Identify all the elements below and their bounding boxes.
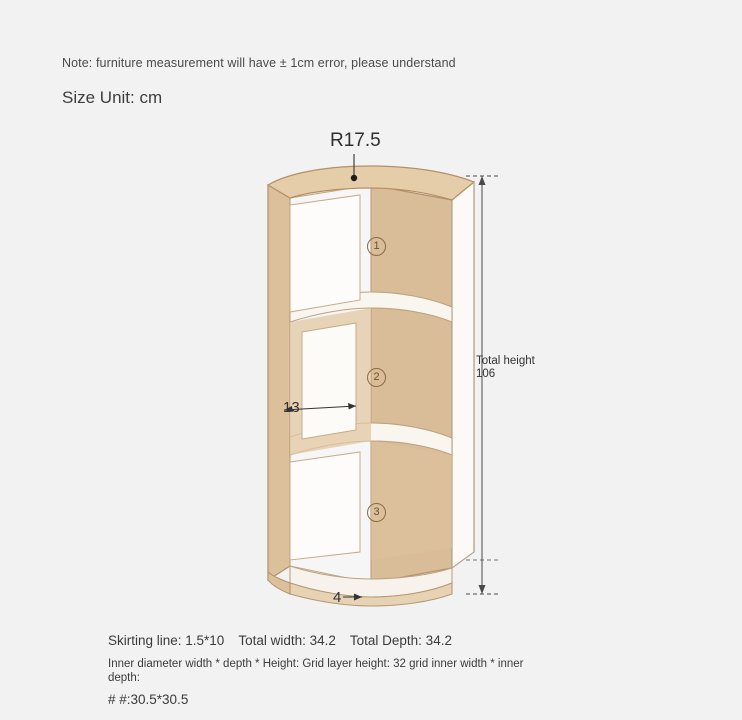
- bay-3-inner-face: [290, 452, 360, 560]
- height-arrow-top: [479, 176, 486, 185]
- bay-2-depth-face: [302, 323, 356, 439]
- skirting-spec: Skirting line: 1.5*10: [108, 633, 225, 648]
- height-arrow-bottom: [479, 585, 486, 594]
- right-outer-face: [452, 182, 474, 568]
- spec-summary-row: [108, 633, 452, 648]
- shelf-number-3: 3: [367, 503, 386, 522]
- total-height-text: Total height: [476, 355, 535, 367]
- depth-label: 13: [283, 399, 300, 416]
- radius-center-dot: [351, 175, 357, 181]
- total-height-label: [476, 355, 535, 381]
- left-side-panel: [268, 185, 290, 580]
- size-unit-label: Size Unit: cm: [62, 88, 163, 107]
- base-left-corner: [268, 572, 290, 594]
- inner-dimension-description: Inner diameter width * depth * Height: Grid layer height: 32 grid inner width * inner depth:: [108, 658, 524, 684]
- shelf-number-2: 2: [367, 368, 386, 387]
- skirting-height-label: 4: [333, 589, 342, 606]
- total-width-spec: Total width: 34.2: [238, 633, 336, 648]
- total-depth-spec: Total Depth: 34.2: [349, 633, 452, 648]
- radius-label: R17.5: [330, 130, 381, 151]
- total-height-value: 106: [476, 368, 496, 380]
- measurement-note: Note: furniture measurement will have ± 1cm error, please understand: [62, 56, 456, 70]
- inner-dimension-size: # #:30.5*30.5: [108, 692, 189, 707]
- shelf-number-1: 1: [367, 237, 386, 256]
- bay-3-inner-shade: [371, 441, 452, 560]
- bay-1-inner-face: [290, 195, 360, 312]
